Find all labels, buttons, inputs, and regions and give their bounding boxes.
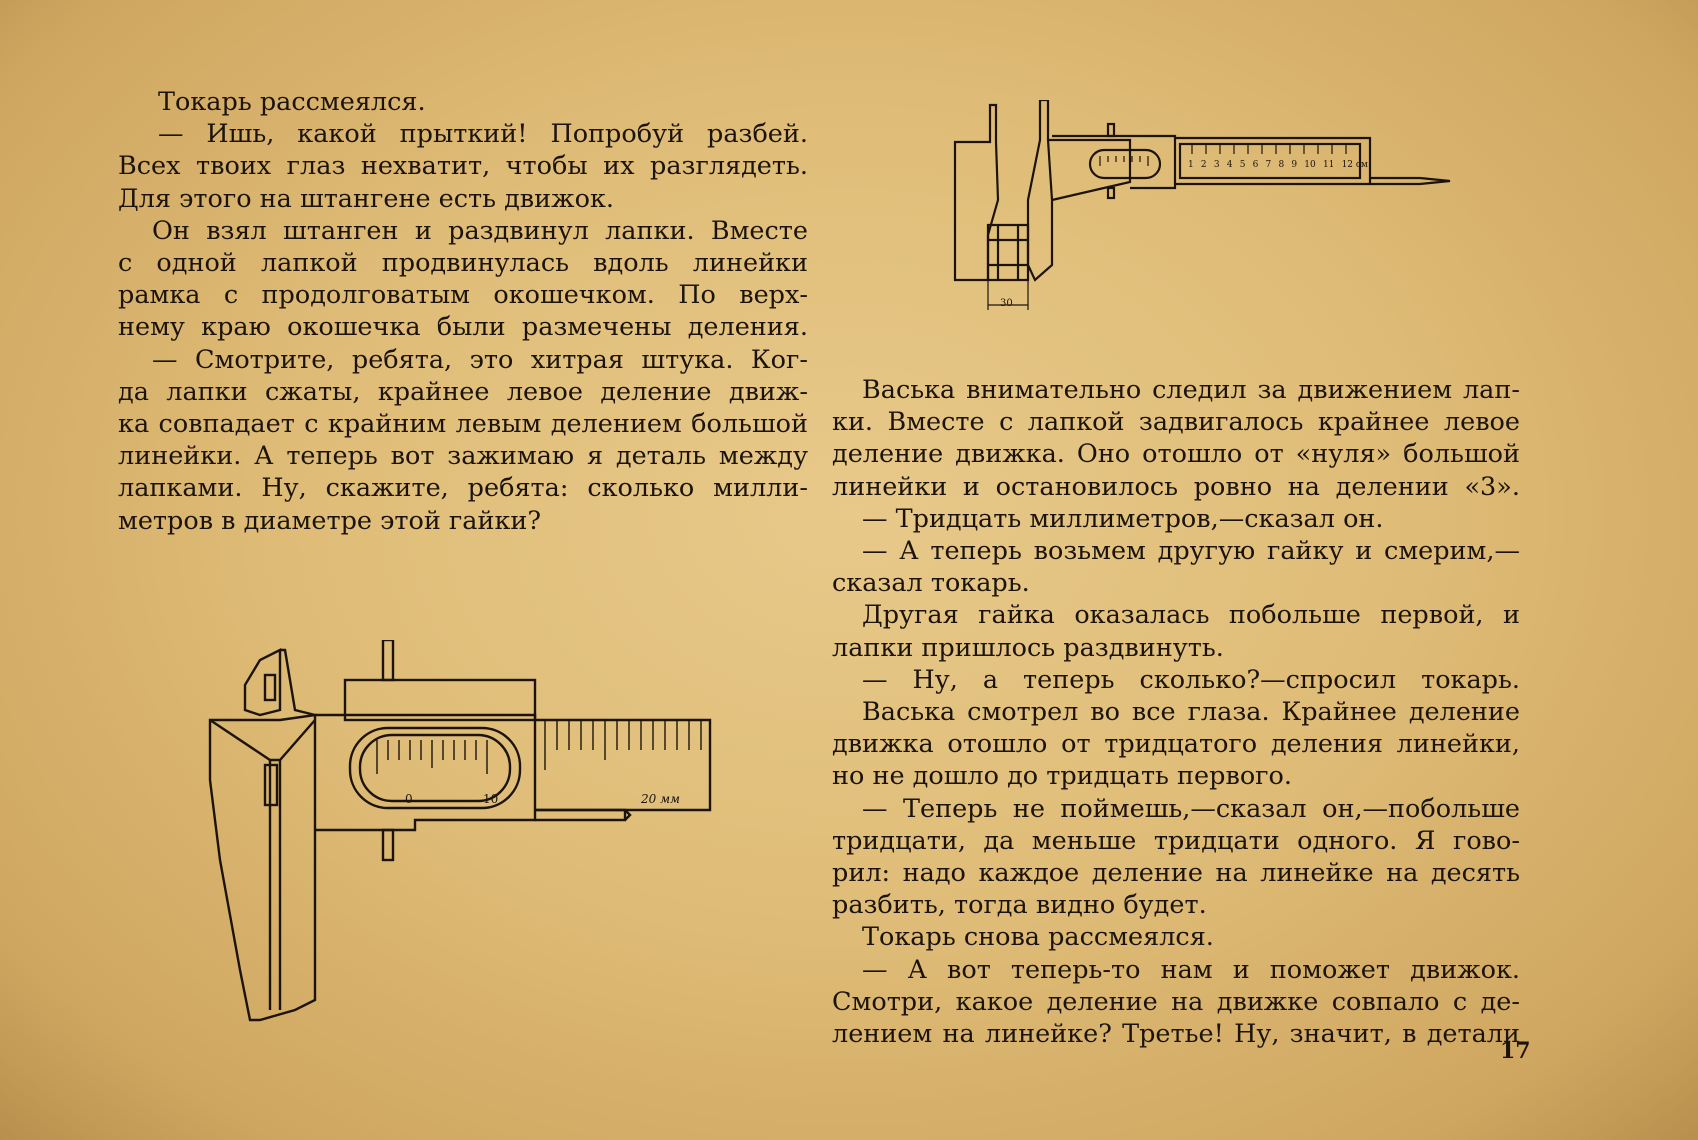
vernier-label-0: 0 <box>405 792 413 806</box>
text-line: с одной лапкой продвинулась вдоль линейки <box>118 248 808 279</box>
text-line: движка отошло от тридцатого деления линейки, <box>832 729 1520 760</box>
text-line: рил: надо каждое деление на линейке на десять <box>832 858 1520 889</box>
vernier-caliper-figure <box>205 640 725 1040</box>
scale-label: 8 <box>1278 160 1285 170</box>
text-line: Васька смотрел во все глаза. Крайнее деление <box>862 697 1520 728</box>
scale-label: 7 <box>1265 160 1272 170</box>
main-scale-label: 20 мм <box>641 792 680 806</box>
text-line: Другая гайка оказалась побольше первой, и <box>862 600 1520 631</box>
scale-label: 3 <box>1213 160 1220 170</box>
text-line: нему краю окошечка были размечены деления. <box>118 312 808 343</box>
scale-label: 10 <box>1304 160 1316 170</box>
text-line: — Ишь, какой прыткий! Попробуй разбей. <box>158 119 808 150</box>
scale-label: 1 <box>1188 160 1194 170</box>
scale-label: 9 <box>1291 160 1298 170</box>
text-line: Для этого на штангене есть движок. <box>118 183 615 214</box>
text-line: деление движка. Оно отошло от «нуля» большой <box>832 439 1520 470</box>
text-line: Смотри, какое деление на движке совпало с де- <box>832 986 1520 1017</box>
text-line: Всех твоих глаз нехватит, чтобы их разглядеть. <box>118 151 808 182</box>
text-line: разбить, тогда видно будет. <box>832 890 1207 921</box>
text-line: — А вот теперь-то нам и поможет движок. <box>862 954 1520 985</box>
scale-label: 4 <box>1226 160 1233 170</box>
text-line: лением на линейке? Третье! Ну, значит, в детали <box>832 1019 1520 1050</box>
text-line: да лапки сжаты, крайнее левое деление движ- <box>118 376 808 407</box>
ruler-scale-labels <box>1188 160 1368 170</box>
right-page-text <box>832 374 1520 1050</box>
text-line: Васька внимательно следил за движением лап- <box>862 375 1520 405</box>
scale-label: 6 <box>1252 160 1259 170</box>
text-line: сказал токарь. <box>832 568 1030 599</box>
text-line: — Теперь не поймешь,—сказал он,—побольше <box>862 793 1520 824</box>
text-line: ка совпадает с крайним левым делением большой <box>118 409 808 440</box>
text-line: но не дошло до тридцать первого. <box>832 761 1292 792</box>
text-line: Он взял штанген и раздвинул лапки. Вместе <box>152 215 808 246</box>
vernier-label-10: 10 <box>483 792 499 806</box>
text-line: линейки. А теперь вот зажимаю я деталь между <box>118 441 808 472</box>
page-number: 17 <box>1500 1038 1531 1064</box>
text-line: Токарь рассмеялся. <box>158 87 426 117</box>
dimension-label: 30 <box>1000 298 1013 309</box>
left-page-text <box>118 86 808 537</box>
text-line: — Тридцать миллиметров,—сказал он. <box>862 503 1384 534</box>
text-line: — А теперь возьмем другую гайку и смерим,— <box>862 536 1520 567</box>
scale-label: 12 см <box>1341 160 1368 170</box>
text-line: Токарь снова рассмеялся. <box>862 922 1214 953</box>
text-line: линейки и остановилось ровно на делении «3». <box>832 471 1520 502</box>
scale-label: 2 <box>1200 160 1207 170</box>
text-line: тридцати, да меньше тридцати одного. Я гово- <box>832 825 1520 856</box>
scale-label: 11 <box>1322 160 1335 170</box>
text-line: — Ну, а теперь сколько?—спросил токарь. <box>862 664 1520 695</box>
text-line: метров в диаметре этой гайки? <box>118 505 542 536</box>
caliper-nut-figure <box>940 100 1460 340</box>
text-line: лапками. Ну, скажите, ребята: сколько милли- <box>118 473 808 504</box>
text-line: — Смотрите, ребята, это хитрая штука. Ког- <box>152 344 808 375</box>
scale-label: 5 <box>1239 160 1246 170</box>
text-line: лапки пришлось раздвинуть. <box>832 632 1224 663</box>
text-line: ки. Вместе с лапкой задвигалось крайнее левое <box>832 407 1520 438</box>
text-line: рамка с продолговатым окошечком. По верх- <box>118 280 808 311</box>
